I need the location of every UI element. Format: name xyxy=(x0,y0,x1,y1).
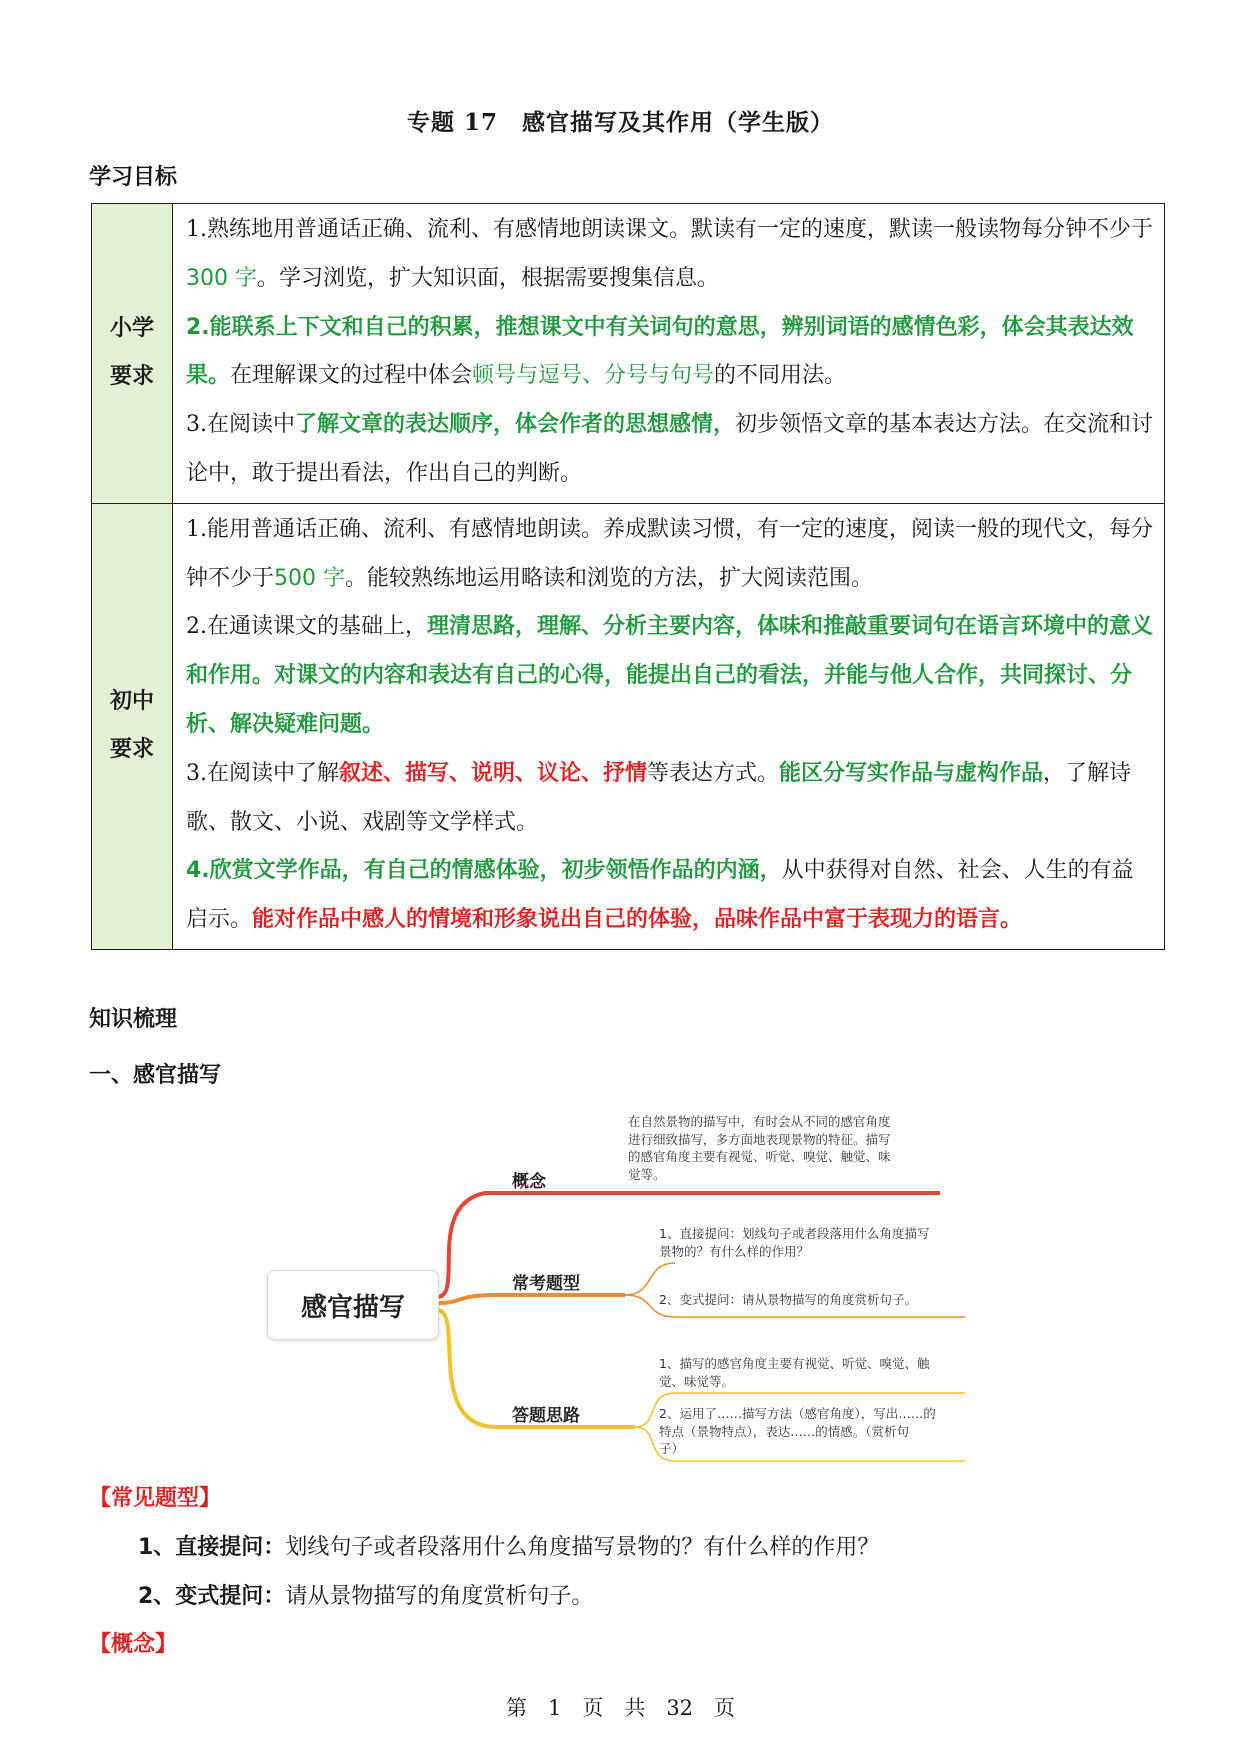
note-line: 觉等。 xyxy=(628,1166,666,1182)
goal-item xyxy=(186,847,1154,945)
mind-map-note-answer-2 xyxy=(659,1405,936,1458)
text: ，了解诗歌、散文、小说、戏剧等文学样式。 xyxy=(186,760,1132,835)
highlight-text: 300 字 xyxy=(186,265,257,291)
question-label: 2、变式提问： xyxy=(138,1584,286,1609)
note-line: 的感官角度主要有视觉、听觉、嗅觉、触觉、味 xyxy=(628,1149,891,1164)
highlight-text: 4.欣赏文学作品，有自己的情感体验，初步领悟作品的内涵， xyxy=(186,858,782,884)
mind-map-node-types: 常考题型 xyxy=(512,1274,580,1294)
text: 在理解课文的过程中体会 xyxy=(230,363,473,389)
text: 3.在阅读中了解 xyxy=(186,760,339,786)
page-footer: 第 1 页 共 32 页 xyxy=(505,1696,736,1720)
text: 从中获得对自然、社会、人生的有益启示。 xyxy=(186,858,1134,933)
page-title: 专题 17 感官描写及其作用（学生版） xyxy=(406,109,834,136)
goal-item xyxy=(186,304,1154,402)
mind-map-note-answer-1 xyxy=(659,1355,929,1390)
mind-map-note-types-1 xyxy=(659,1225,929,1260)
label-line: 要求 xyxy=(109,737,154,763)
table-row xyxy=(92,503,1165,949)
text: 3.在阅读中 xyxy=(186,412,295,438)
mind-map-note-concept xyxy=(628,1113,891,1183)
note-line: 景物的？有什么样的作用？ xyxy=(659,1243,810,1259)
table-row xyxy=(92,204,1165,504)
text: 1.能用普通话正确、流利、有感情地朗读。养成默读习惯，有一定的速度，阅读一般的现代文，每分钟不少于 xyxy=(186,516,1153,591)
note-line: 1、直接提问：划线句子或者段落用什么角度描写 xyxy=(659,1226,930,1241)
mind-map-node-answer: 答题思路 xyxy=(512,1406,580,1426)
label-line: 要求 xyxy=(109,364,154,390)
text: 的不同用法。 xyxy=(714,363,847,389)
goal-item xyxy=(186,750,1154,848)
highlight-text: 叙述、描写、说明、议论、抒情 xyxy=(339,760,648,786)
note-line: 在自然景物的描写中，有时会从不同的感官角度 xyxy=(628,1114,891,1129)
question-label: 1、直接提问： xyxy=(138,1535,286,1560)
note-line: 2、运用了……描写方法（感官角度），写出……的 xyxy=(659,1406,936,1421)
text: 等表达方式。 xyxy=(647,760,780,786)
branch-line-types xyxy=(437,1295,625,1303)
text: 1.熟练地用普通话正确、流利、有感情地朗读课文。默读有一定的速度，默读一般读物每分钟不少于 xyxy=(186,217,1153,242)
row-content-junior xyxy=(173,503,1165,949)
row-content-primary xyxy=(173,204,1165,504)
question-text: 划线句子或者段落用什么角度描写景物的？有什么样的作用？ xyxy=(285,1535,880,1560)
goal-item xyxy=(186,506,1154,604)
goal-item xyxy=(186,401,1154,499)
highlight-text: 理清思路，理解、分析主要内容，体味和推敲重要词句在语言环境中的意义和作用。对课文的内容和表达有自己的心得，能提出自己的看法，并能与他人合作，共同探讨、分析、解决疑难问题。 xyxy=(186,614,1154,737)
goal-item xyxy=(186,206,1154,304)
note-line: 觉、味觉等。 xyxy=(659,1373,735,1389)
row-label-junior xyxy=(92,503,173,949)
note-line: 特点（景物特点），表达……的情感。（赏析句 xyxy=(659,1423,910,1439)
mind-map-root: 感官描写 xyxy=(267,1270,439,1340)
note-line: 进行细致描写，多方面地表现景物的特征。描写 xyxy=(628,1131,891,1147)
mind-map xyxy=(265,1105,980,1475)
row-label-primary xyxy=(92,204,173,504)
learning-goals-table xyxy=(91,203,1165,950)
highlight-text: 顿号与逗号、分号与句号 xyxy=(472,363,715,389)
highlight-text: 能对作品中感人的情境和形象说出自己的体验，品味作品中富于表现力的语言。 xyxy=(252,907,1023,933)
section-heading-knowledge: 知识梳理 xyxy=(89,1007,178,1032)
common-types-tag: 【常见题型】 xyxy=(89,1486,222,1511)
highlight-text: 2.能联系上下文和自己的积累，推想课文中有关词句的意思，辨别词语的感情色彩，体会其表达效果。 xyxy=(186,314,1134,389)
label-line: 初中 xyxy=(109,689,154,715)
text: 。能较熟练地运用略读和浏览的方法，扩大阅读范围。 xyxy=(345,565,874,591)
question-text: 请从景物描写的角度赏析句子。 xyxy=(285,1584,594,1609)
concept-tag: 【概念】 xyxy=(89,1632,178,1657)
highlight-text: 了解文章的表达顺序，体会作者的思想感情， xyxy=(295,412,736,438)
mind-map-note-types-2: 2、变式提问：请从景物描写的角度赏析句子。 xyxy=(659,1292,917,1307)
question-line-2 xyxy=(138,1579,593,1610)
text: 初步领悟文章的基本表达方法。在交流和讨论中，敢于提出看法，作出自己的判断。 xyxy=(186,412,1154,486)
section-heading-sensory: 一、感官描写 xyxy=(89,1063,222,1088)
note-line: 1、描写的感官角度主要有视觉、听觉、嗅觉、触 xyxy=(659,1356,930,1371)
note-line: 子） xyxy=(659,1441,685,1456)
highlight-text: 500 字 xyxy=(274,565,346,591)
mind-map-node-concept: 概念 xyxy=(512,1172,546,1192)
highlight-text: 能区分写实作品与虚构作品 xyxy=(779,760,1044,786)
text: 。学习浏览，扩大知识面，根据需要搜集信息。 xyxy=(257,265,720,291)
goal-item xyxy=(186,603,1154,749)
section-heading-goals: 学习目标 xyxy=(89,165,178,190)
question-line-1 xyxy=(138,1530,879,1561)
label-line: 小学 xyxy=(109,316,154,342)
text: 2.在通读课文的基础上， xyxy=(186,614,427,640)
